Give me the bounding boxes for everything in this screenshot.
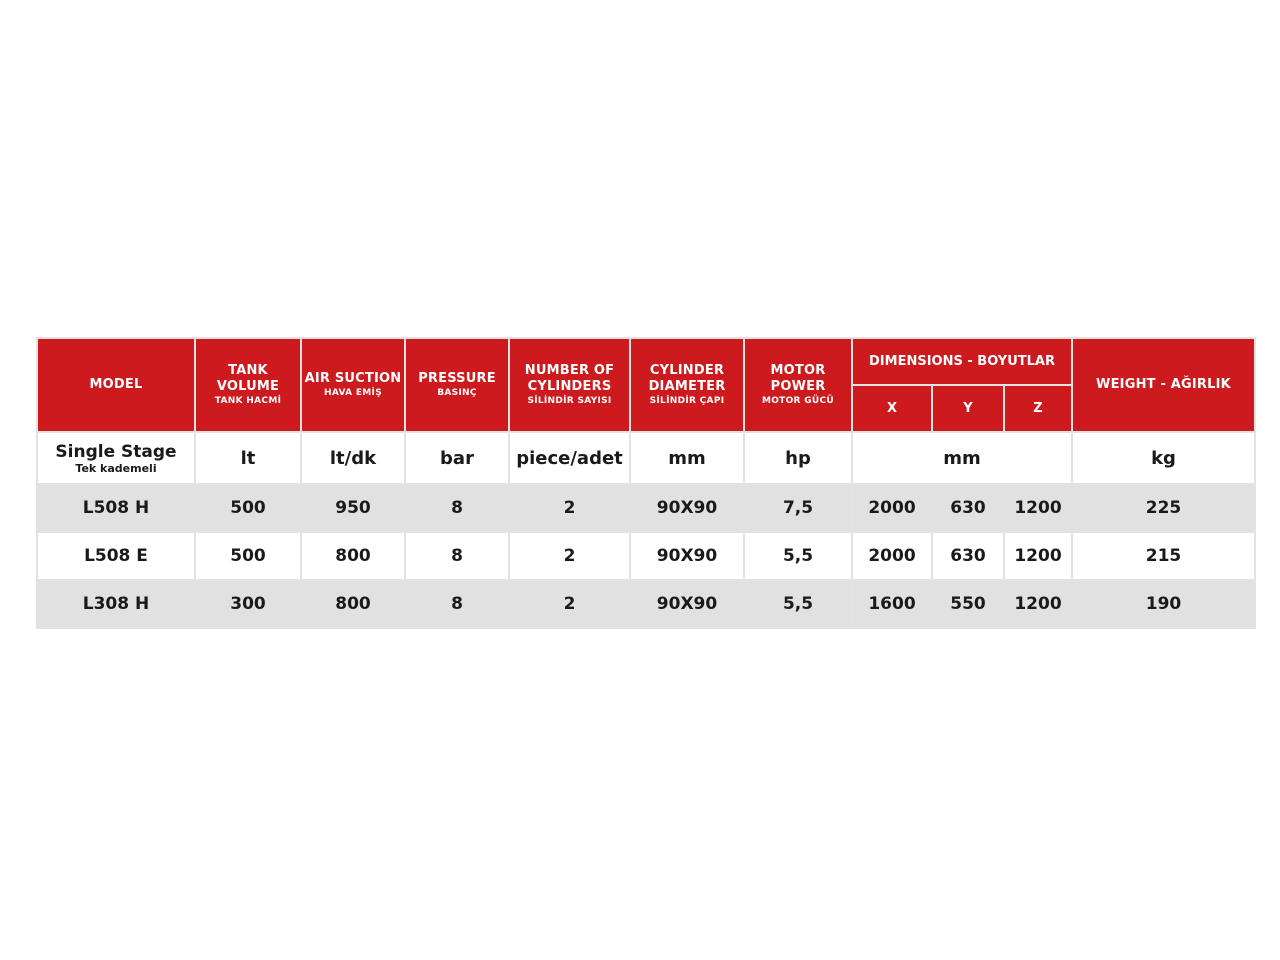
tank-volume-label: TANK VOLUME — [216, 363, 280, 394]
air-suction-label-tr: HAVA EMİŞ — [324, 388, 382, 398]
unit-power: hp — [744, 432, 852, 484]
cell-diameter: 90X90 — [630, 580, 744, 628]
cell-diameter: 90X90 — [630, 532, 744, 580]
cylinder-diameter-header — [630, 338, 744, 432]
cell-dim-z: 1200 — [1004, 484, 1072, 532]
stage-cell — [37, 432, 195, 484]
model-header-label: MODEL — [89, 377, 143, 392]
cylinder-diameter-label-tr: SİLİNDİR ÇAPI — [649, 396, 725, 406]
cell-dim-x: 2000 — [852, 484, 932, 532]
cell-dim-y: 630 — [932, 484, 1004, 532]
cell-pressure: 8 — [405, 532, 509, 580]
tank-volume-label-tr: TANK HACMİ — [214, 396, 282, 406]
cell-power: 5,5 — [744, 580, 852, 628]
dimensions-header: DIMENSIONS - BOYUTLAR — [852, 338, 1072, 385]
table-row — [37, 580, 1255, 628]
cell-power: 7,5 — [744, 484, 852, 532]
motor-power-label: MOTOR POWER — [770, 363, 826, 394]
cell-cylinders: 2 — [509, 580, 630, 628]
weight-header — [1072, 338, 1255, 432]
cylinders-header — [509, 338, 630, 432]
cell-dim-y: 550 — [932, 580, 1004, 628]
unit-tank: lt — [195, 432, 301, 484]
tank-volume-header — [195, 338, 301, 432]
cell-pressure: 8 — [405, 484, 509, 532]
unit-diameter: mm — [630, 432, 744, 484]
cell-suction: 800 — [301, 580, 405, 628]
air-suction-header — [301, 338, 405, 432]
dim-x-header: X — [852, 385, 932, 432]
table-row — [37, 532, 1255, 580]
unit-weight: kg — [1072, 432, 1255, 484]
spec-table-container — [36, 337, 1254, 629]
table-row — [37, 484, 1255, 532]
cell-cylinders: 2 — [509, 484, 630, 532]
pressure-label-tr: BASINÇ — [437, 388, 477, 398]
stage-label: Single Stage — [55, 441, 177, 462]
weight-label: WEIGHT - AĞIRLIK — [1096, 377, 1231, 392]
cell-pressure: 8 — [405, 580, 509, 628]
unit-pressure: bar — [405, 432, 509, 484]
cell-dim-z: 1200 — [1004, 532, 1072, 580]
cell-dim-x: 2000 — [852, 532, 932, 580]
cylinders-label-tr: SİLİNDİR SAYISI — [527, 396, 612, 406]
cylinders-label: NUMBER OF CYLINDERS — [524, 363, 615, 394]
cell-weight: 225 — [1072, 484, 1255, 532]
unit-cylinders: piece/adet — [509, 432, 630, 484]
cell-tank: 300 — [195, 580, 301, 628]
cell-diameter: 90X90 — [630, 484, 744, 532]
cell-power: 5,5 — [744, 532, 852, 580]
air-suction-label: AIR SUCTION — [304, 371, 402, 386]
motor-power-header — [744, 338, 852, 432]
motor-power-label-tr: MOTOR GÜCÜ — [761, 396, 835, 406]
cell-weight: 215 — [1072, 532, 1255, 580]
cell-suction: 800 — [301, 532, 405, 580]
cell-model: L508 H — [37, 484, 195, 532]
cell-cylinders: 2 — [509, 532, 630, 580]
dim-y-header: Y — [932, 385, 1004, 432]
stage-label-tr: Tek kademeli — [75, 461, 157, 475]
cell-model: L308 H — [37, 580, 195, 628]
units-row — [37, 432, 1255, 484]
model-header — [37, 338, 195, 432]
unit-suction: lt/dk — [301, 432, 405, 484]
cell-suction: 950 — [301, 484, 405, 532]
cell-model: L508 E — [37, 532, 195, 580]
cylinder-diameter-label: CYLINDER DIAMETER — [648, 363, 726, 394]
spec-table — [36, 337, 1256, 629]
cell-weight: 190 — [1072, 580, 1255, 628]
cell-dim-z: 1200 — [1004, 580, 1072, 628]
pressure-label: PRESSURE — [418, 371, 496, 386]
cell-dim-x: 1600 — [852, 580, 932, 628]
cell-tank: 500 — [195, 532, 301, 580]
header-row — [37, 338, 1255, 385]
cell-tank: 500 — [195, 484, 301, 532]
unit-dimensions: mm — [852, 432, 1072, 484]
dim-z-header: Z — [1004, 385, 1072, 432]
cell-dim-y: 630 — [932, 532, 1004, 580]
pressure-header — [405, 338, 509, 432]
